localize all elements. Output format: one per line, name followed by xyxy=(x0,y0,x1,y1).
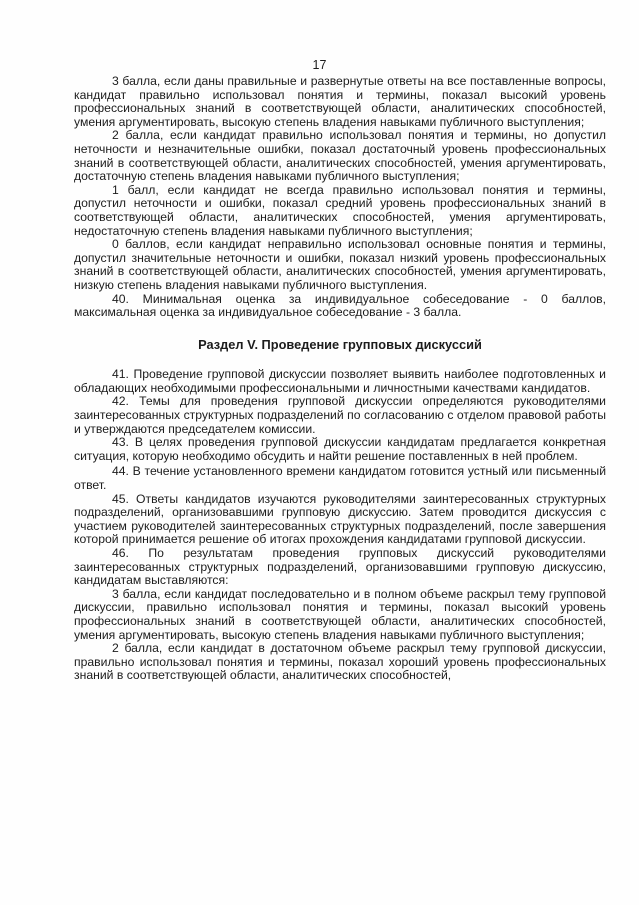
paragraph-3-points-discussion: 3 балла, если кандидат последовательно и в полном объеме раскрыл тему групповой дискуссии, правильно использовал понятия и термины, показал высокий уровень профессиональных знаний в соответствующей области, аналитических способностей, умения аргументировать, высокую степень владения навыками публичного выступления; xyxy=(74,586,606,642)
paragraph-0-points-interview: 0 баллов, если кандидат неправильно использовал основные понятия и термины, допустил значительные неточности и ошибки, показал низкий уровень профессиональных знаний в соответствующей области, аналитических способностей, умения аргументировать, низкую степень владения навыками публичного выступления. xyxy=(74,237,606,292)
paragraph-item-41: 41. Проведение групповой дискуссии позволяет выявить наиболее подготовленных и обладающих необходимыми профессиональными и личностными качествами кандидатов. xyxy=(74,367,606,395)
section-title: Раздел V. Проведение групповых дискуссий xyxy=(198,336,482,352)
paragraph-item-42: 42. Темы для проведения групповой дискуссии определяются руководителями заинтересованных структурных подразделений по согласованию с отделом правовой работы и утверждаются председателем комиссии. xyxy=(74,394,606,436)
paragraph-item-46: 46. По результатам проведения групповых дискуссий руководителями заинтересованных структурных подразделений, организовавшими групповую дискуссию, кандидатам выставляются: xyxy=(74,546,606,588)
paragraph-item-43: 43. В целях проведения групповой дискуссии кандидатам предлагается конкретная ситуация, которую необходимо обсудить и найти решение поставленных в ней проблем. xyxy=(74,435,606,463)
paragraph-item-40: 40. Минимальная оценка за индивидуальное собеседование - 0 баллов, максимальная оценка за индивидуальное собеседование - 3 балла. xyxy=(74,291,606,320)
paragraph-3-points-interview: 3 балла, если даны правильные и развернутые ответы на все поставленные вопросы, кандидат правильно использовал понятия и термины, показал высокий уровень профессиональных знаний в соответствующей области, аналитических способностей, умения аргументировать, высокую степень владения навыками публичного выступления; xyxy=(74,74,606,129)
paragraph-item-44: 44. В течение установленного времени кандидатом готовится устный или письменный ответ. xyxy=(74,464,606,493)
paragraph-item-45: 45. Ответы кандидатов изучаются руководителями заинтересованных структурных подразделений, организовавшими групповую дискуссию. Затем проводится дискуссия с участием руководителей заинтересованных структурных подразделений, после завершения которой принимается решение об итогах прохождения кандидатами групповой дискуссии. xyxy=(74,491,606,547)
paragraph-2-points-discussion: 2 балла, если кандидат в достаточном объеме раскрыл тему групповой дискуссии, правильно использовал понятия и термины, показал хороший уровень профессиональных знаний в соответствующей области, аналитических способностей, xyxy=(74,641,606,683)
document-body xyxy=(74,75,606,683)
page-number: 17 xyxy=(312,58,327,72)
paragraph-2-points-interview: 2 балла, если кандидат правильно использовал понятия и термины, но допустил неточности и незначительные ошибки, показал достаточный уровень профессиональных знаний в соответствующей области, аналитических способностей, умения аргументировать, достаточную степень владения навыками публичного выступления; xyxy=(74,128,606,184)
paragraph-1-point-interview: 1 балл, если кандидат не всегда правильно использовал понятия и термины, допустил неточности и ошибки, показал средний уровень профессиональных знаний в соответствующей области, аналитических способностей, умения аргументировать, недостаточную степень владения навыками публичного выступления; xyxy=(74,182,606,238)
